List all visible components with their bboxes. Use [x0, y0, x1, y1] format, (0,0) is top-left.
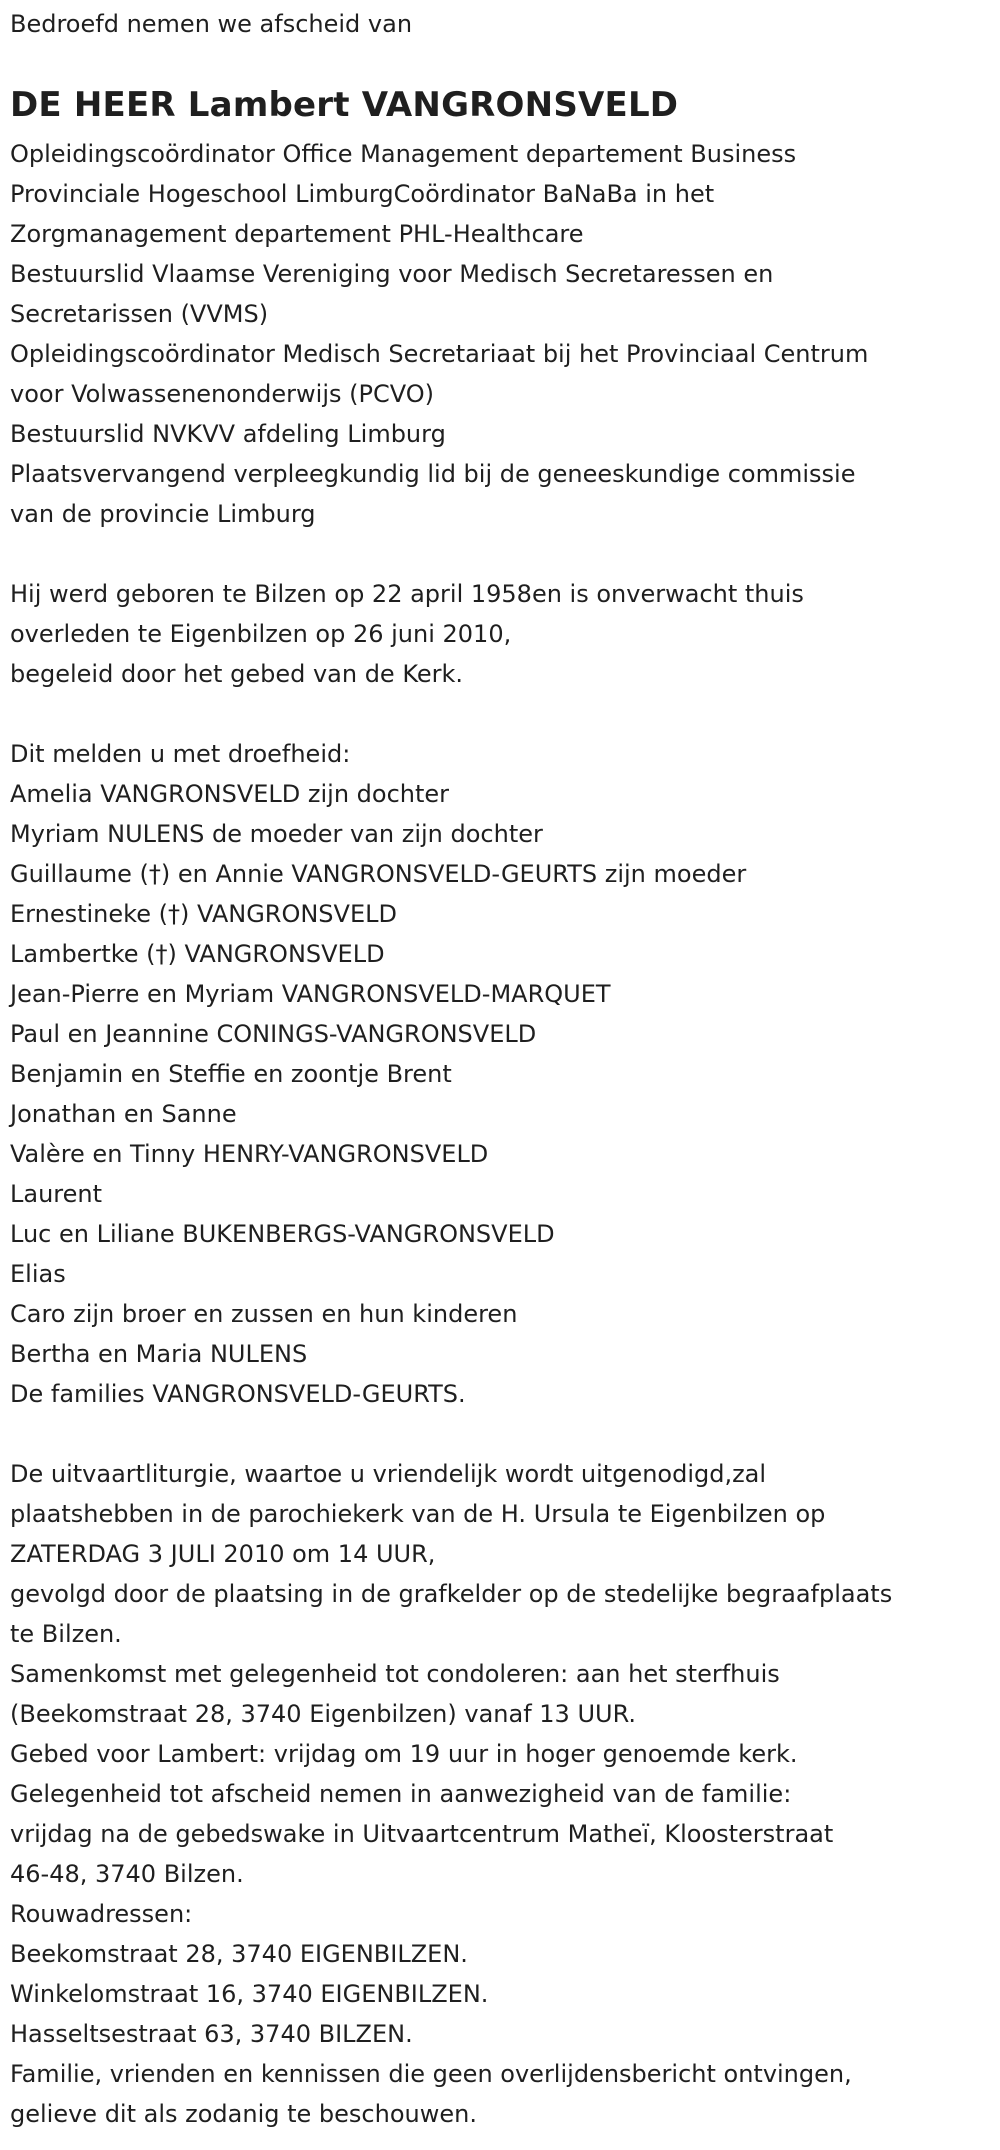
funeral-section — [10, 1454, 995, 2134]
funeral-line: Familie, vrienden en kennissen die geen overlijdensbericht ontvingen, — [10, 2060, 852, 2088]
family-line: Elias — [10, 1260, 66, 1288]
function-line: Secretarissen (VVMS) — [10, 300, 269, 328]
funeral-line: gevolgd door de plaatsing in de grafkelder op de stedelijke begraafplaats — [10, 1580, 893, 1608]
function-line: Plaatsvervangend verpleegkundig lid bij de geneeskundige commissie — [10, 460, 856, 488]
funeral-line: ZATERDAG 3 JULI 2010 om 14 UUR, — [10, 1540, 436, 1568]
family-line: Ernestineke (†) VANGRONSVELD — [10, 900, 397, 928]
funeral-line: Beekomstraat 28, 3740 EIGENBILZEN. — [10, 1940, 468, 1968]
function-line: Opleidingscoördinator Office Management departement Business — [10, 140, 797, 168]
family-line: Laurent — [10, 1180, 103, 1208]
funeral-line: plaatshebben in de parochiekerk van de H. Ursula te Eigenbilzen op — [10, 1500, 826, 1528]
family-line: Amelia VANGRONSVELD zijn dochter — [10, 780, 450, 808]
section-gap — [10, 534, 995, 574]
family-line: Dit melden u met droefheid: — [10, 740, 351, 768]
family-line: De families VANGRONSVELD-GEURTS. — [10, 1380, 466, 1408]
family-line: Jean-Pierre en Myriam VANGRONSVELD-MARQUET — [10, 980, 611, 1008]
funeral-line: te Bilzen. — [10, 1620, 122, 1648]
function-line: van de provincie Limburg — [10, 500, 316, 528]
deceased-name: DE HEER Lambert VANGRONSVELD — [10, 85, 679, 125]
funeral-line: (Beekomstraat 28, 3740 Eigenbilzen) vanaf 13 UUR. — [10, 1700, 637, 1728]
family-line: Lambertke (†) VANGRONSVELD — [10, 940, 385, 968]
funeral-line: De uitvaartliturgie, waartoe u vriendelijk wordt uitgenodigd,zal — [10, 1460, 767, 1488]
funeral-line: Samenkomst met gelegenheid tot condoleren: aan het sterfhuis — [10, 1660, 780, 1688]
section-gap — [10, 694, 995, 734]
birth-death-line: overleden te Eigenbilzen op 26 juni 2010, — [10, 620, 512, 648]
section-gap — [10, 1414, 995, 1454]
functions-section — [10, 134, 995, 534]
function-line: Zorgmanagement departement PHL-Healthcare — [10, 220, 584, 248]
funeral-line: gelieve dit als zodanig te beschouwen. — [10, 2100, 477, 2128]
family-line: Guillaume (†) en Annie VANGRONSVELD-GEURTS zijn moeder — [10, 860, 747, 888]
family-line: Bertha en Maria NULENS — [10, 1340, 308, 1368]
birth-death-line: begeleid door het gebed van de Kerk. — [10, 660, 464, 688]
family-line: Luc en Liliane BUKENBERGS-VANGRONSVELD — [10, 1220, 555, 1248]
funeral-line: Gebed voor Lambert: vrijdag om 19 uur in hoger genoemde kerk. — [10, 1740, 798, 1768]
function-line: voor Volwassenenonderwijs (PCVO) — [10, 380, 434, 408]
function-line: Provinciale Hogeschool LimburgCoördinator BaNaBa in het — [10, 180, 715, 208]
intro-text: Bedroefd nemen we afscheid van — [10, 10, 413, 38]
funeral-line: Gelegenheid tot afscheid nemen in aanwezigheid van de familie: — [10, 1780, 792, 1808]
birth-death-line: Hij werd geboren te Bilzen op 22 april 1958en is onverwacht thuis — [10, 580, 804, 608]
obituary-body — [10, 134, 995, 2134]
family-section — [10, 734, 995, 1414]
function-line: Bestuurslid NVKVV afdeling Limburg — [10, 420, 446, 448]
family-line: Paul en Jeannine CONINGS-VANGRONSVELD — [10, 1020, 537, 1048]
funeral-line: vrijdag na de gebedswake in Uitvaartcentrum Matheï, Kloosterstraat — [10, 1820, 834, 1848]
function-line: Bestuurslid Vlaamse Vereniging voor Medisch Secretaressen en — [10, 260, 774, 288]
funeral-line: Hasseltsestraat 63, 3740 BILZEN. — [10, 2020, 413, 2048]
birth-death-section — [10, 574, 995, 694]
family-line: Jonathan en Sanne — [10, 1100, 237, 1128]
family-line: Benjamin en Steffie en zoontje Brent — [10, 1060, 452, 1088]
family-line: Valère en Tinny HENRY-VANGRONSVELD — [10, 1140, 489, 1168]
funeral-line: Rouwadressen: — [10, 1900, 193, 1928]
funeral-line: 46-48, 3740 Bilzen. — [10, 1860, 244, 1888]
funeral-line: Winkelomstraat 16, 3740 EIGENBILZEN. — [10, 1980, 489, 2008]
family-line: Caro zijn broer en zussen en hun kinderen — [10, 1300, 518, 1328]
family-line: Myriam NULENS de moeder van zijn dochter — [10, 820, 543, 848]
function-line: Opleidingscoördinator Medisch Secretariaat bij het Provinciaal Centrum — [10, 340, 869, 368]
